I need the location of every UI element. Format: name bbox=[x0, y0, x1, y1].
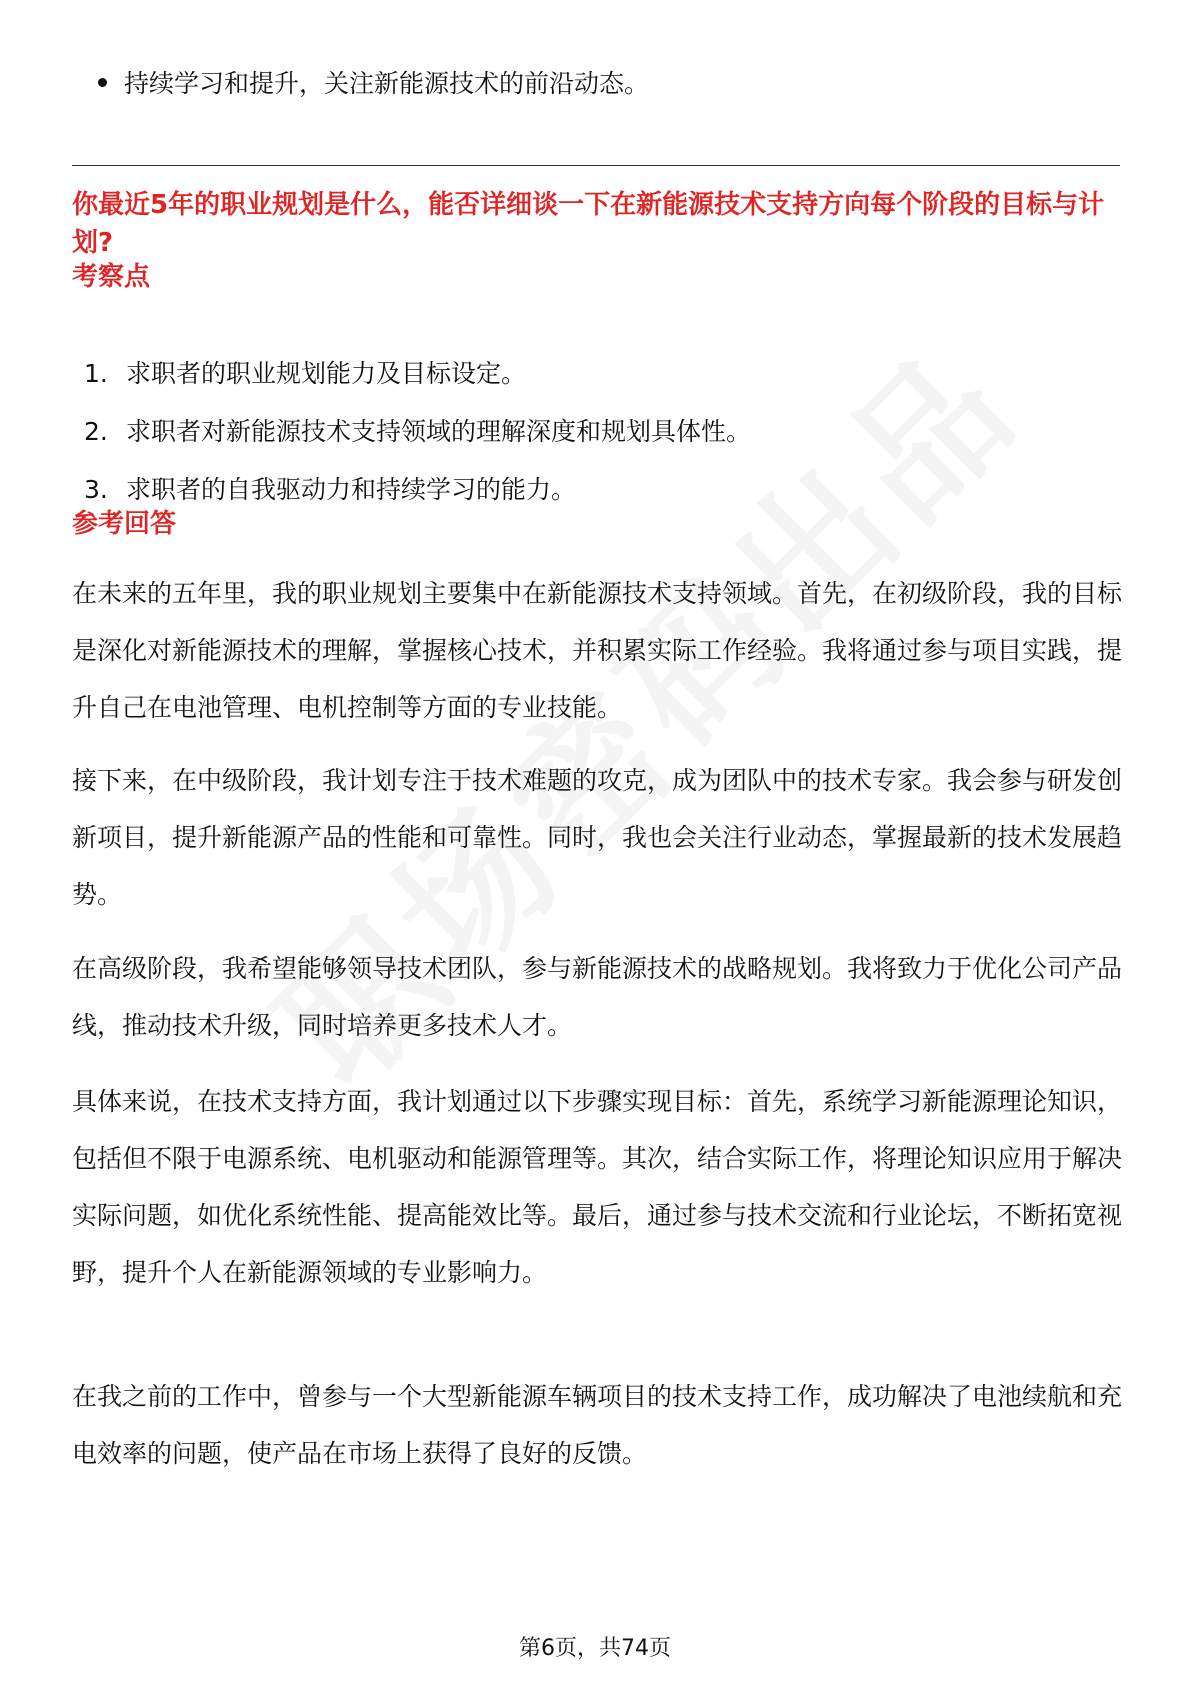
page-number: 第6页，共74页 bbox=[519, 1636, 671, 1661]
list-text: 求职者的职业规划能力及目标设定。 bbox=[126, 359, 527, 388]
list-number: 1. bbox=[84, 359, 108, 388]
assessment-list bbox=[84, 356, 751, 530]
list-item bbox=[84, 356, 751, 414]
answer-paragraph: 接下来，在中级阶段，我计划专注于技术难题的攻克，成为团队中的技术专家。我会参与研发创新项目，提升新能源产品的性能和可靠性。同时，我也会关注行业动态，掌握最新的技术发展趋势。 bbox=[72, 766, 1123, 909]
assessment-heading: 考察点 bbox=[72, 262, 151, 292]
bullet-icon bbox=[98, 78, 107, 87]
list-number: 3. bbox=[84, 475, 108, 504]
list-number: 2. bbox=[84, 417, 108, 446]
list-text: 求职者的自我驱动力和持续学习的能力。 bbox=[126, 475, 577, 504]
answer-paragraph: 在未来的五年里，我的职业规划主要集中在新能源技术支持领域。首先，在初级阶段，我的目标是深化对新能源技术的理解，掌握核心技术，并积累实际工作经验。我将通过参与项目实践，提升自己在电池管理、电机控制等方面的专业技能。 bbox=[72, 579, 1123, 722]
list-item bbox=[84, 472, 751, 530]
answer-paragraph: 具体来说，在技术支持方面，我计划通过以下步骤实现目标：首先，系统学习新能源理论知识，包括但不限于电源系统、电机驱动和能源管理等。其次，结合实际工作，将理论知识应用于解决实际问题，如优化系统性能、提高能效比等。最后，通过参与技术交流和行业论坛，不断拓宽视野，提升个人在新能源领域的专业影响力。 bbox=[72, 1087, 1123, 1287]
list-item bbox=[84, 414, 751, 472]
list-item bbox=[98, 66, 649, 102]
divider bbox=[72, 165, 1120, 166]
answer-paragraph: 在我之前的工作中，曾参与一个大型新能源车辆项目的技术支持工作，成功解决了电池续航和充电效率的问题，使产品在市场上获得了良好的反馈。 bbox=[72, 1382, 1123, 1468]
question-title: 你最近5年的职业规划是什么，能否详细谈一下在新能源技术支持方向每个阶段的目标与计划? bbox=[72, 190, 1105, 258]
bullet-text: 持续学习和提升，关注新能源技术的前沿动态。 bbox=[124, 69, 650, 98]
list-text: 求职者对新能源技术支持领域的理解深度和规划具体性。 bbox=[126, 417, 752, 446]
answer-heading: 参考回答 bbox=[72, 509, 177, 539]
answer-paragraph: 在高级阶段，我希望能够领导技术团队，参与新能源技术的战略规划。我将致力于优化公司产品线，推动技术升级，同时培养更多技术人才。 bbox=[72, 954, 1123, 1040]
